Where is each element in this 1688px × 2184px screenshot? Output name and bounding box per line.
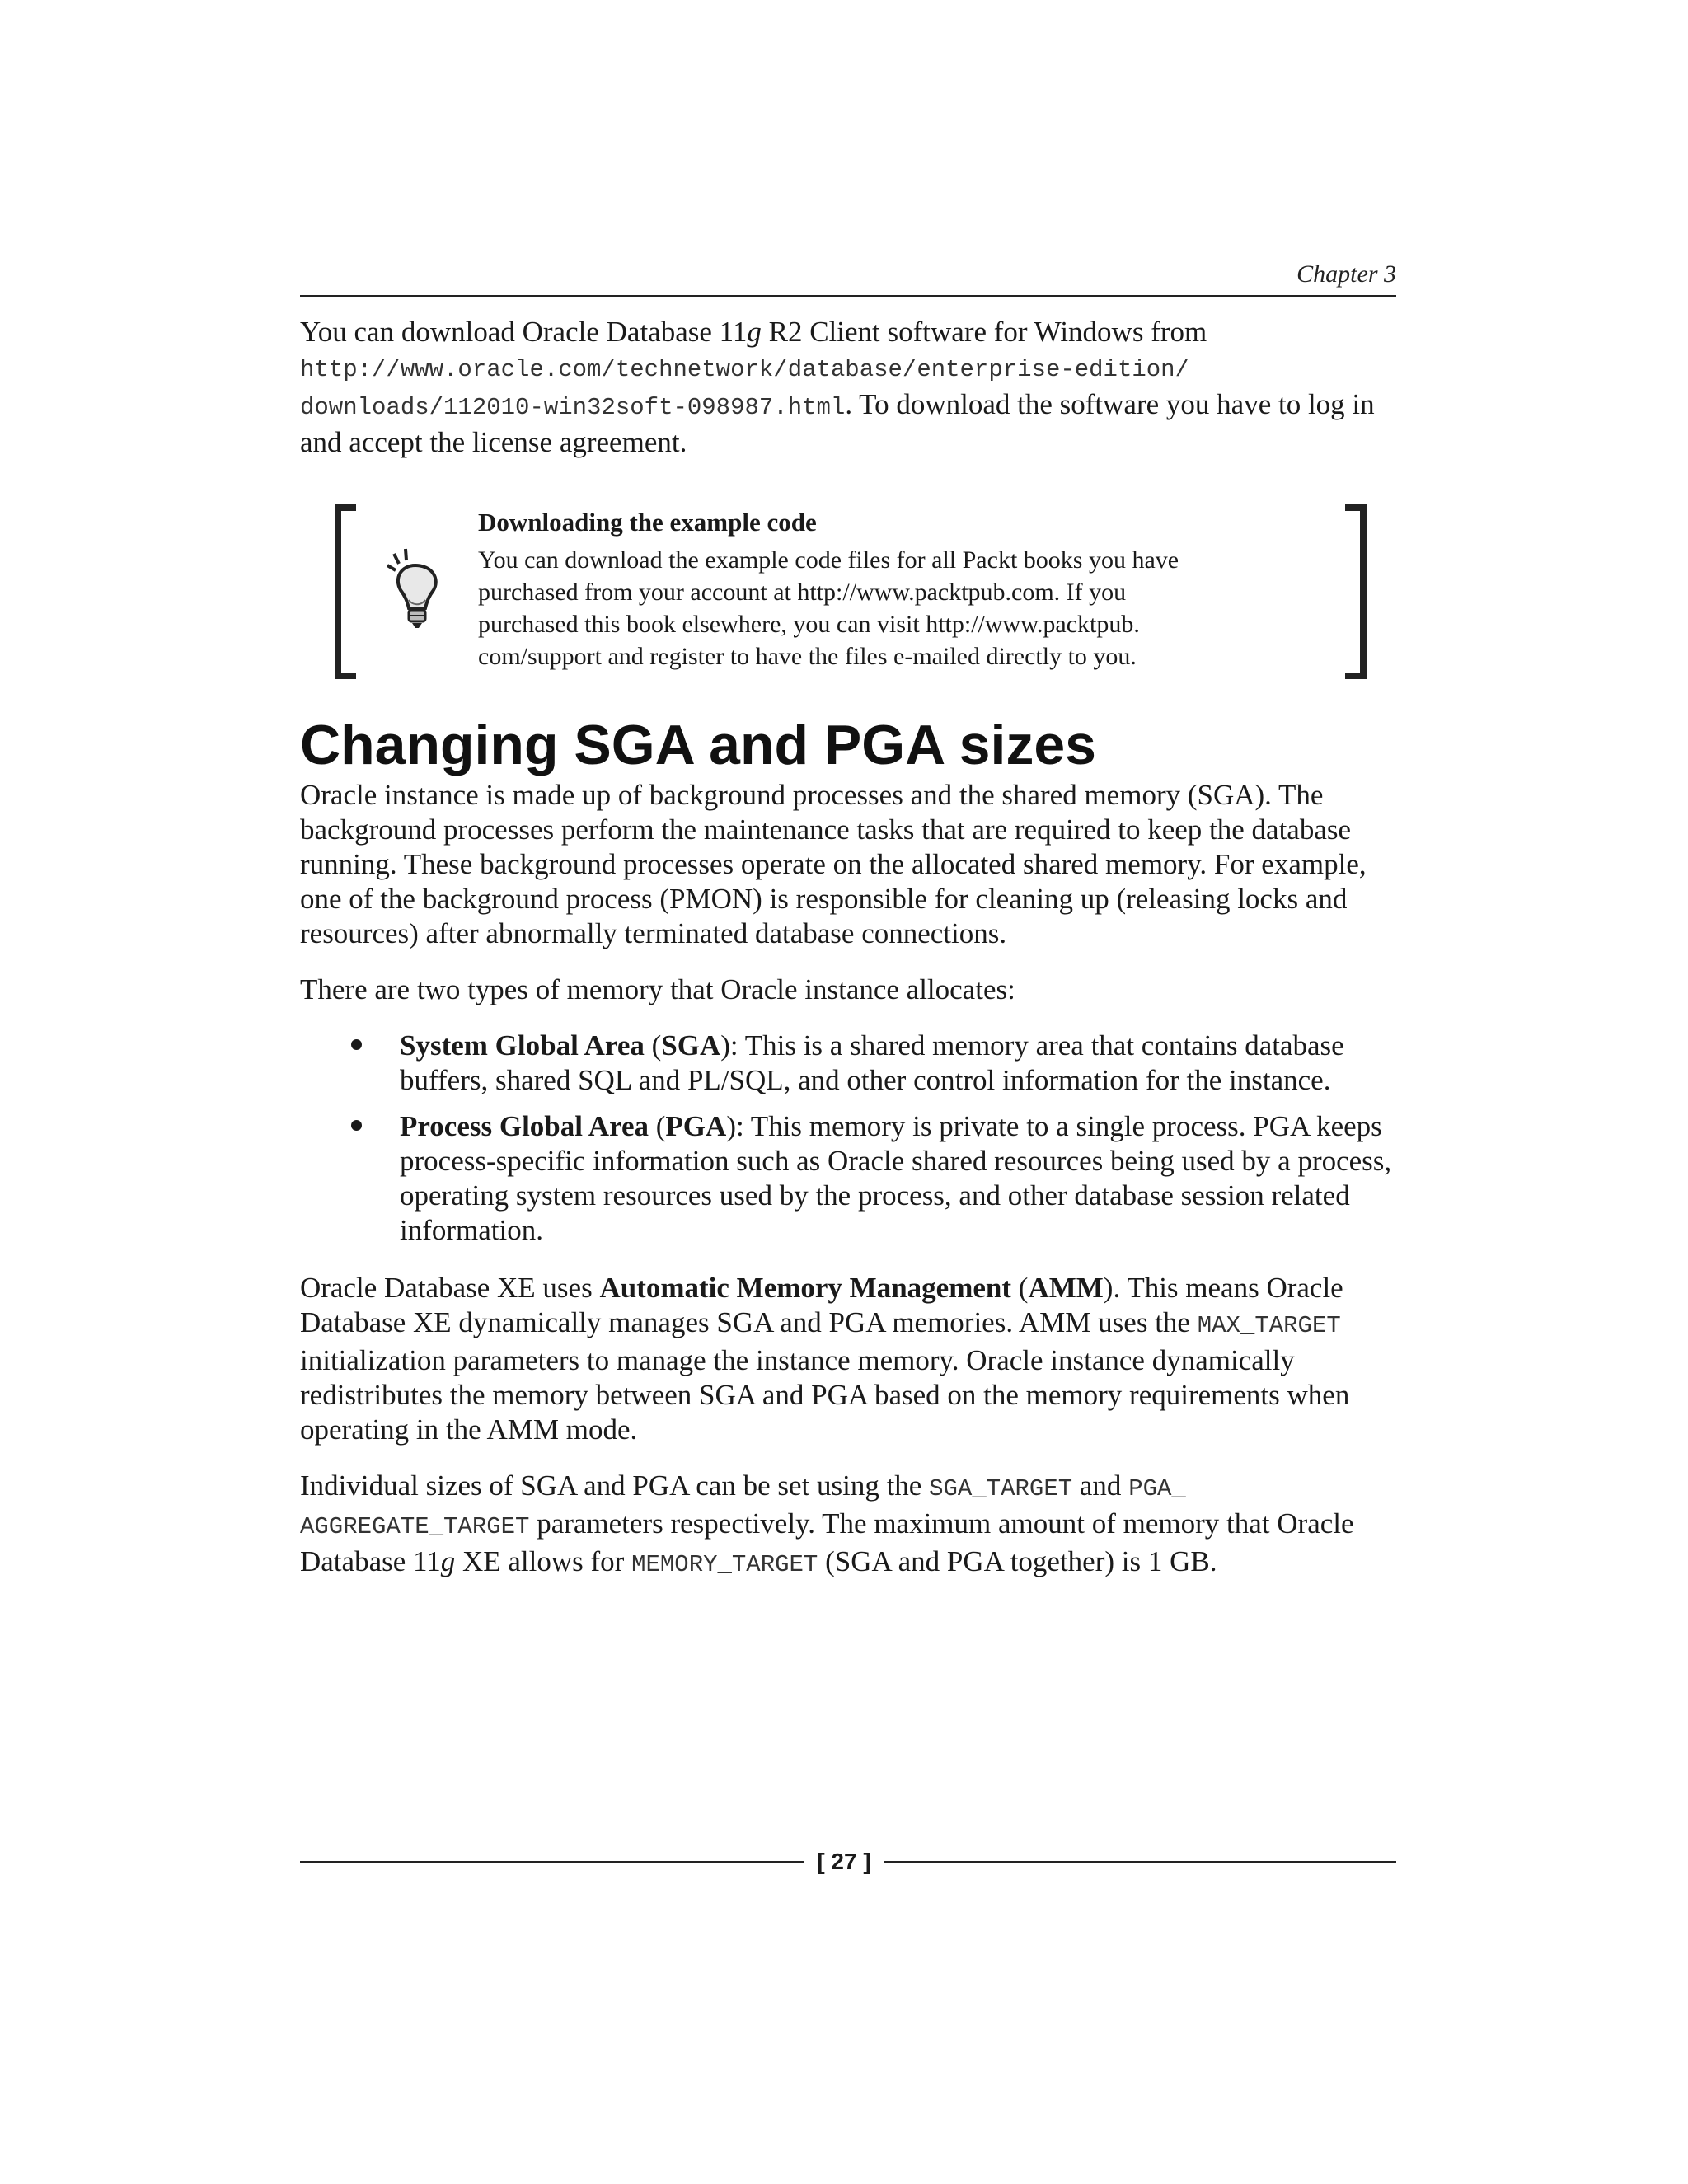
p3-term: Automatic Memory Management: [599, 1272, 1012, 1304]
bullet-paren: (: [644, 1029, 662, 1062]
section-heading: Changing SGA and PGA sizes: [300, 714, 1096, 776]
tip-text: [478, 506, 1335, 673]
p3-text-2: ). This means Oracle Database XE dynamically manages SGA and PGA memories. AMM uses the: [300, 1272, 1343, 1338]
tip-bracket-right: [1345, 504, 1367, 679]
p4-text-3: parameters respectively. The maximum amount of memory that Oracle Database 11: [300, 1507, 1354, 1577]
tip-line: purchased this book elsewhere, you can visit http://www.packtpub.: [478, 611, 1140, 638]
intro-paragraph: [300, 315, 1396, 460]
tip-line: You can download the example code files for all Packt books you have: [478, 546, 1179, 574]
list-item: [300, 1029, 1396, 1098]
page-content: [300, 315, 1396, 1582]
section-paragraph-3: [300, 1271, 1396, 1447]
p3-paren: (: [1011, 1272, 1029, 1304]
tip-bracket-left: [335, 504, 356, 679]
p3-text-3: initialization parameters to manage the instance memory. Oracle instance dynamically redistributes the memory between SGA and PGA based on the memory requirements when operating in the AMM mode.: [300, 1344, 1350, 1446]
code-sga-target: SGA_TARGET: [929, 1475, 1073, 1502]
bullet-text: ): This is a shared memory area that contains database buffers, shared SQL and PL/SQL, and other control information for the instance.: [400, 1029, 1344, 1096]
bullet-icon: [351, 1039, 362, 1050]
footer-rule-left: [300, 1861, 804, 1863]
p4-text-5: (SGA and PGA together) is 1 GB.: [818, 1545, 1217, 1577]
p4-italic-g: g: [440, 1545, 456, 1577]
lightbulb-icon: [382, 547, 448, 630]
footer-rule-right: [884, 1861, 1396, 1863]
section-paragraph-1: Oracle instance is made up of background processes and the shared memory (SGA). The background processes perform the maintenance tasks that are required to keep the database running. These background processes operate on the allocated shared memory. For example, one of the background process (PMON) is responsible for cleaning up (releasing locks and resources) after abnormally terminated database connections.: [300, 779, 1367, 949]
tip-box: [335, 504, 1367, 677]
bullet-abbr: PGA: [665, 1110, 727, 1142]
p4-text-4: XE allows for: [455, 1545, 632, 1577]
p3-abbr: AMM: [1028, 1272, 1104, 1304]
tip-line: com/support and register to have the files e-mailed directly to you.: [478, 643, 1137, 670]
intro-text-2: R2 Client software for Windows from: [761, 316, 1207, 348]
code-memory-target: MEMORY_TARGET: [631, 1551, 818, 1578]
memory-types-list: [300, 1029, 1396, 1248]
page-header: [300, 260, 1396, 297]
code-pga-aggregate-target-2: AGGREGATE_TARGET: [300, 1513, 530, 1540]
section-paragraph-2: There are two types of memory that Oracle instance allocates:: [300, 973, 1015, 1005]
intro-italic-g: g: [747, 316, 762, 348]
download-url-line1: http://www.oracle.com/technetwork/database/enterprise-edition/: [300, 356, 1189, 383]
intro-text: You can download Oracle Database 11: [300, 316, 748, 348]
bullet-icon: [351, 1120, 362, 1131]
chapter-label: Chapter 3: [1296, 260, 1396, 288]
code-pga-aggregate-target: PGA_: [1128, 1475, 1186, 1502]
p4-text: Individual sizes of SGA and PGA can be set using the: [300, 1469, 930, 1502]
tip-title: Downloading the example code: [478, 508, 817, 537]
page-number: [ 27 ]: [817, 1849, 871, 1874]
list-item: [300, 1109, 1396, 1248]
bullet-paren: (: [649, 1110, 666, 1142]
p3-text: Oracle Database XE uses: [300, 1272, 600, 1304]
intro-text-3: . To download the software you have to log in and accept the license agreement.: [300, 388, 1375, 458]
tip-body: [478, 544, 1335, 673]
bullet-term: System Global Area: [400, 1029, 645, 1062]
p4-text-2: and: [1072, 1469, 1129, 1502]
bullet-text: ): This memory is private to a single process. PGA keeps process-specific information such as Oracle shared resources being used by a process, operating system resources used by the process, and other database session related information.: [400, 1110, 1392, 1246]
download-url-line2: downloads/112010-win32soft-098987.html: [300, 394, 846, 421]
bullet-term: Process Global Area: [400, 1110, 649, 1142]
code-max-target: MAX_TARGET: [1197, 1312, 1341, 1339]
section-paragraph-4: [300, 1469, 1396, 1582]
tip-line: purchased from your account at http://www.packtpub.com. If you: [478, 579, 1127, 606]
page-footer: [300, 1843, 1396, 1881]
bullet-abbr: SGA: [661, 1029, 721, 1062]
